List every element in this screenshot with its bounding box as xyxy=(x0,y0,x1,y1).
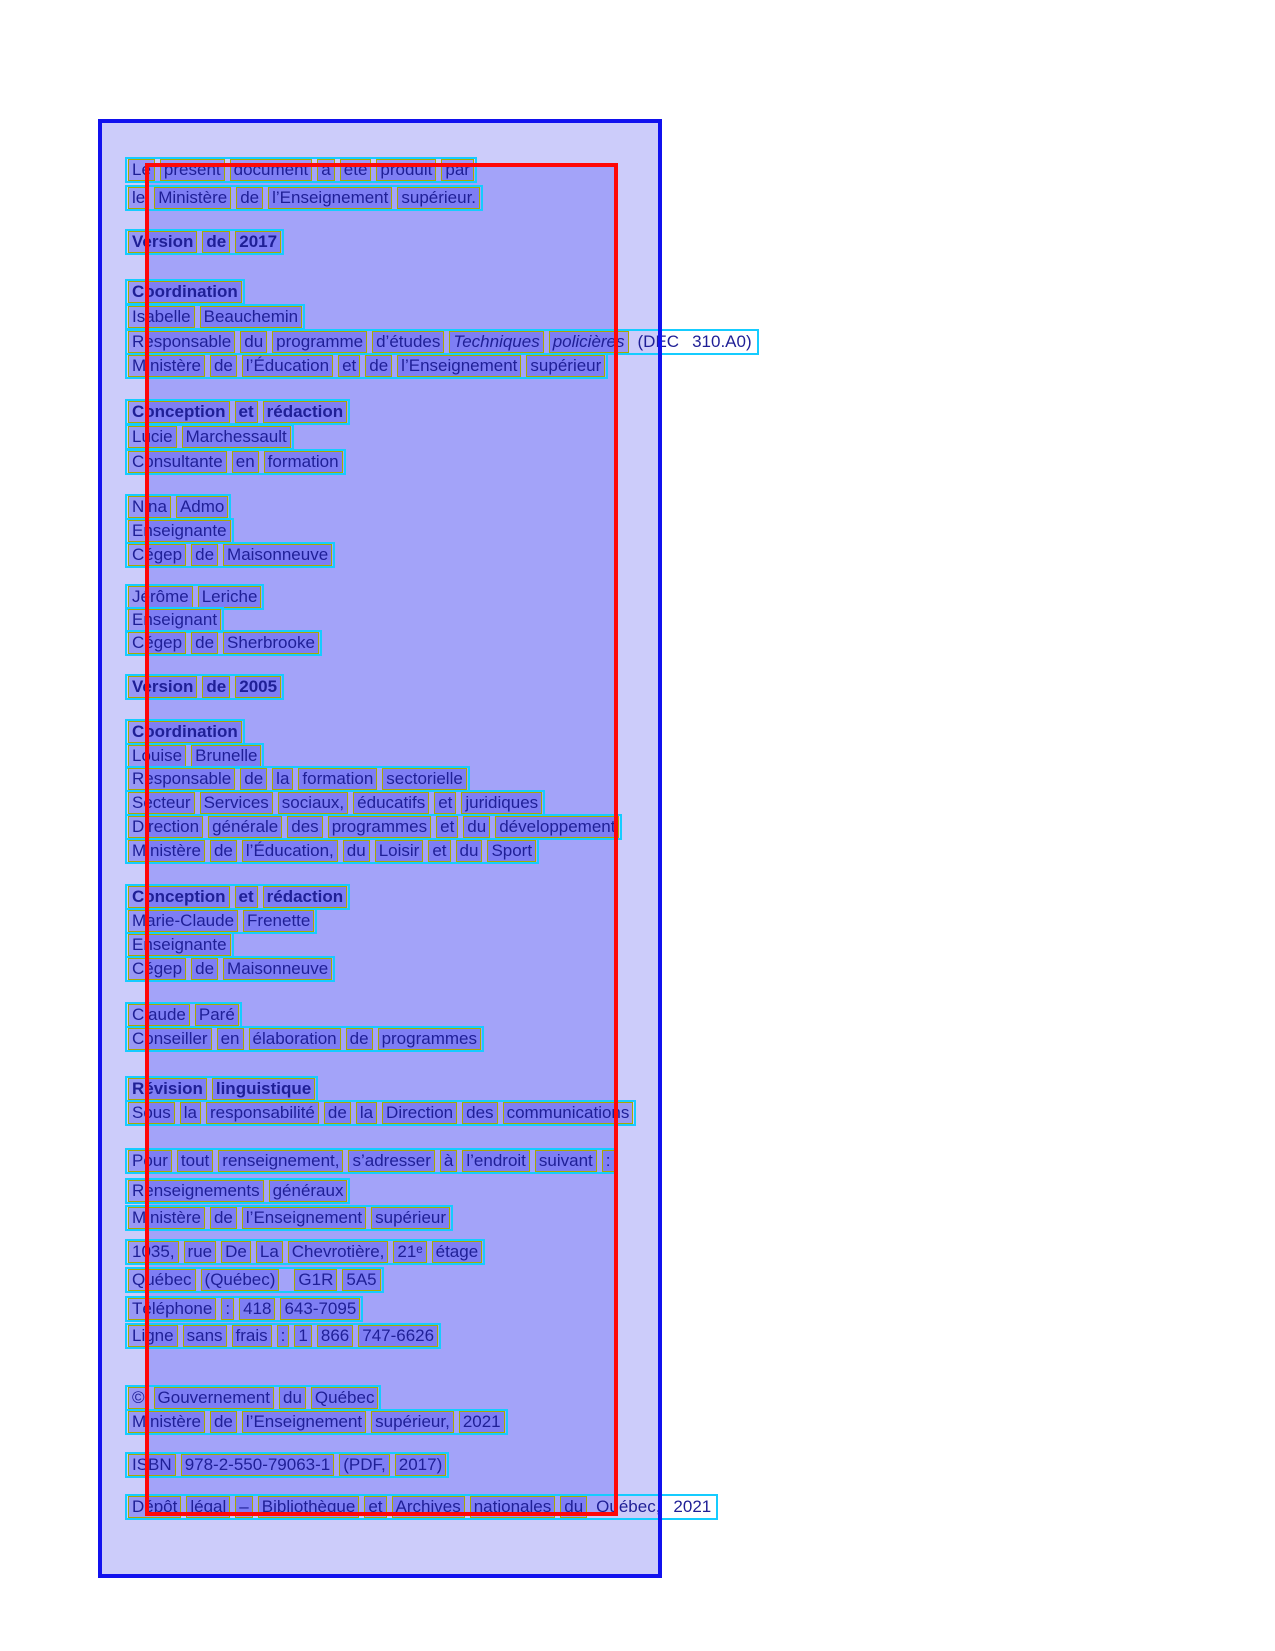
ocr-word-box: Lucie xyxy=(128,426,177,448)
ocr-word-box: Ministère xyxy=(128,1207,205,1229)
ocr-word-box: 2005 xyxy=(235,676,281,698)
ocr-word-box: 866 xyxy=(317,1325,353,1347)
ocr-word-box: Techniques xyxy=(449,331,543,353)
ocr-word-box: le xyxy=(128,187,149,209)
ocr-word-box: développement xyxy=(495,816,619,838)
ocr-word-box: de xyxy=(191,544,218,566)
ocr-word-box: frais xyxy=(232,1325,272,1347)
ocr-word-box: Révision xyxy=(128,1078,207,1100)
ocr-word-box: Brunelle xyxy=(191,745,261,767)
ocr-word-box: © xyxy=(128,1387,149,1409)
ocr-word-box: Enseignante xyxy=(128,520,231,542)
ocr-word-box: à xyxy=(440,1150,457,1172)
ocr-word-box: linguistique xyxy=(212,1078,315,1100)
ocr-word-box: du xyxy=(279,1387,306,1409)
ocr-word-box: La xyxy=(256,1241,283,1263)
ocr-word-box: Ligne xyxy=(128,1325,178,1347)
ocr-word-box: Téléphone xyxy=(128,1298,216,1320)
ocr-word-box: la xyxy=(356,1102,377,1124)
ocr-word-box: Cégep xyxy=(128,632,186,654)
ocr-word-box: Gouvernement xyxy=(154,1387,274,1409)
ocr-word-box: programmes xyxy=(378,1028,481,1050)
ocr-word-box: de xyxy=(324,1102,351,1124)
ocr-word-box: 643-7095 xyxy=(280,1298,360,1320)
ocr-word-box: été xyxy=(340,159,372,181)
ocr-word-box: 2017) xyxy=(395,1454,446,1476)
ocr-word-box: et xyxy=(364,1496,386,1518)
ocr-word-box: a xyxy=(317,159,334,181)
ocr-word-box: Secteur xyxy=(128,792,195,814)
ocr-word-box: l’Enseignement xyxy=(397,355,521,377)
ocr-word-box: de xyxy=(346,1028,373,1050)
ocr-word-box: 21ᵉ xyxy=(393,1241,426,1263)
ocr-word-box: programmes xyxy=(328,816,431,838)
ocr-word-box: Conseiller xyxy=(128,1028,212,1050)
ocr-word-box: l’Éducation xyxy=(242,355,333,377)
ocr-word-box: généraux xyxy=(269,1180,348,1202)
document-region-border xyxy=(98,119,662,1578)
ocr-word-box: (PDF, xyxy=(339,1454,390,1476)
ocr-word-box: ISBN xyxy=(128,1454,176,1476)
ocr-word-box: Leriche xyxy=(198,586,262,608)
ocr-word-box: rue xyxy=(184,1241,217,1263)
ocr-word-box: l’Éducation, xyxy=(242,840,338,862)
ocr-word-box: du xyxy=(463,816,490,838)
ocr-word-box: Québec xyxy=(311,1387,379,1409)
ocr-word-box: 1035, xyxy=(128,1241,179,1263)
ocr-word-box: l’Enseignement xyxy=(242,1207,366,1229)
ocr-word-box: Beauchemin xyxy=(200,306,303,328)
ocr-word-box: Conception xyxy=(128,886,230,908)
ocr-word-box: Chevrotière, xyxy=(288,1241,389,1263)
ocr-word-box: Loisir xyxy=(375,840,424,862)
ocr-word-box: : xyxy=(602,1150,615,1172)
ocr-word-box: la xyxy=(272,768,293,790)
ocr-word-box: Version xyxy=(128,231,197,253)
ocr-word-box: Ministère xyxy=(128,840,205,862)
ocr-word-box: générale xyxy=(208,816,282,838)
ocr-word-box: renseignement, xyxy=(218,1150,343,1172)
ocr-word-box: formation xyxy=(264,451,343,473)
ocr-word-box: élaboration xyxy=(249,1028,341,1050)
ocr-word-box: de xyxy=(210,840,237,862)
ocr-word-box: des xyxy=(462,1102,497,1124)
ocr-word-box: Jérôme xyxy=(128,586,193,608)
ocr-word-box: et xyxy=(436,816,458,838)
ocr-word-box: rédaction xyxy=(263,401,348,423)
ocr-word-box: l’endroit xyxy=(462,1150,530,1172)
ocr-word-box: : xyxy=(277,1325,290,1347)
ocr-word-box: Enseignant xyxy=(128,609,221,631)
ocr-word-box: sans xyxy=(183,1325,227,1347)
ocr-word-box: Conception xyxy=(128,401,230,423)
ocr-word-box: de xyxy=(210,355,237,377)
ocr-word-box: Marie-Claude xyxy=(128,910,238,932)
ocr-word-box: nationales xyxy=(470,1496,556,1518)
ocr-word-box: Archives xyxy=(392,1496,465,1518)
ocr-word-box: Claude xyxy=(128,1004,190,1026)
ocr-word-box: du xyxy=(456,840,483,862)
ocr-word-box: Maisonneuve xyxy=(223,958,332,980)
ocr-word-box: produit xyxy=(376,159,436,181)
ocr-word-box: Coordination xyxy=(128,281,242,303)
ocr-word-box: du xyxy=(343,840,370,862)
ocr-word-box: Nina xyxy=(128,496,171,518)
ocr-word-box: de xyxy=(202,676,230,698)
ocr-word-box: légal xyxy=(186,1496,230,1518)
ocr-word-box: du xyxy=(240,331,267,353)
ocr-word-box: Louise xyxy=(128,745,186,767)
ocr-word-box: supérieur xyxy=(371,1207,450,1229)
ocr-word-box: supérieur, xyxy=(371,1411,454,1433)
ocr-word-box: s’adresser xyxy=(348,1150,434,1172)
ocr-word-box: Pour xyxy=(128,1150,172,1172)
ocr-word-box: de xyxy=(202,231,230,253)
ocr-word-box: et xyxy=(434,792,456,814)
ocr-word-box: l’Enseignement xyxy=(268,187,392,209)
ocr-word-box: rédaction xyxy=(263,886,348,908)
ocr-word-box: Frenette xyxy=(243,910,314,932)
ocr-word-box: 2021 xyxy=(459,1411,505,1433)
ocr-word-box: Isabelle xyxy=(128,306,195,328)
ocr-word-box: Marchessault xyxy=(182,426,291,448)
ocr-word-box: responsabilité xyxy=(206,1102,319,1124)
ocr-word-box: en xyxy=(232,451,259,473)
ocr-word-box: 747-6626 xyxy=(358,1325,438,1347)
ocr-word-box: Ministère xyxy=(154,187,231,209)
ocr-word-box: communications xyxy=(503,1102,634,1124)
ocr-word-box: en xyxy=(217,1028,244,1050)
ocr-word-box: Ministère xyxy=(128,355,205,377)
ocr-word-box: Renseignements xyxy=(128,1180,264,1202)
ocr-line-text: Québec, xyxy=(596,1497,661,1516)
ocr-word-box: Maisonneuve xyxy=(223,544,332,566)
ocr-word-box: Dépôt xyxy=(128,1496,181,1518)
ocr-line-text: 310.A0) xyxy=(692,332,752,351)
ocr-word-box: (Québec) xyxy=(201,1269,280,1291)
ocr-word-box: G1R xyxy=(294,1269,337,1291)
ocr-word-box: Responsable xyxy=(128,331,235,353)
ocr-word-box: de xyxy=(365,355,392,377)
ocr-word-box: suivant xyxy=(535,1150,597,1172)
ocr-word-box: Sport xyxy=(487,840,536,862)
ocr-line-text: (DEC xyxy=(637,332,680,351)
ocr-word-box: Coordination xyxy=(128,721,242,743)
ocr-word-box: Consultante xyxy=(128,451,227,473)
ocr-word-box: sociaux, xyxy=(278,792,348,814)
ocr-word-box: Direction xyxy=(128,816,203,838)
ocr-word-box: 5A5 xyxy=(342,1269,380,1291)
ocr-word-box: d’études xyxy=(372,331,444,353)
ocr-word-box: de xyxy=(236,187,263,209)
ocr-word-box: Responsable xyxy=(128,768,235,790)
ocr-word-box: programme xyxy=(272,331,367,353)
ocr-word-box: policières xyxy=(549,331,629,353)
ocr-word-box: du xyxy=(560,1496,587,1518)
ocr-word-box: et xyxy=(338,355,360,377)
ocr-word-box: Bibliothèque xyxy=(258,1496,360,1518)
ocr-word-box: Cégep xyxy=(128,958,186,980)
ocr-word-box: Québec xyxy=(128,1269,196,1291)
ocr-word-box: Le xyxy=(128,159,155,181)
ocr-word-box: Admo xyxy=(176,496,228,518)
ocr-word-box: juridiques xyxy=(461,792,542,814)
ocr-word-box: présent xyxy=(160,159,225,181)
ocr-word-box: et xyxy=(235,401,258,423)
ocr-word-box: de xyxy=(191,632,218,654)
ocr-word-box: Cégep xyxy=(128,544,186,566)
ocr-word-box: Sous xyxy=(128,1102,175,1124)
ocr-word-box: de xyxy=(240,768,267,790)
ocr-word-box: de xyxy=(210,1207,237,1229)
ocr-word-box: De xyxy=(221,1241,251,1263)
ocr-word-box: et xyxy=(428,840,450,862)
ocr-word-box: 2017 xyxy=(235,231,281,253)
ocr-word-box: de xyxy=(210,1411,237,1433)
ocr-word-box: Ministère xyxy=(128,1411,205,1433)
ocr-word-box: 1 xyxy=(294,1325,311,1347)
ocr-word-box: Services xyxy=(200,792,273,814)
ocr-line-text: 2021 xyxy=(673,1497,712,1516)
ocr-word-box: étage xyxy=(432,1241,483,1263)
ocr-word-box: : xyxy=(221,1298,234,1320)
ocr-word-box: Enseignante xyxy=(128,934,231,956)
ocr-word-box: Direction xyxy=(382,1102,457,1124)
ocr-word-box: éducatifs xyxy=(353,792,429,814)
ocr-word-box: supérieur xyxy=(526,355,605,377)
ocr-word-box: Version xyxy=(128,676,197,698)
ocr-word-box: des xyxy=(287,816,322,838)
ocr-word-box: de xyxy=(191,958,218,980)
ocr-word-box: tout xyxy=(177,1150,213,1172)
ocr-word-box: sectorielle xyxy=(382,768,467,790)
ocr-word-box: l’Enseignement xyxy=(242,1411,366,1433)
ocr-word-box: – xyxy=(235,1496,252,1518)
ocr-word-box: par xyxy=(441,159,474,181)
ocr-word-box: formation xyxy=(298,768,377,790)
ocr-word-box: 978-2-550-79063-1 xyxy=(181,1454,335,1476)
ocr-word-box: 418 xyxy=(239,1298,275,1320)
ocr-word-box: Paré xyxy=(195,1004,239,1026)
ocr-word-box: la xyxy=(180,1102,201,1124)
ocr-word-box: Sherbrooke xyxy=(223,632,319,654)
ocr-word-box: document xyxy=(230,159,313,181)
ocr-word-box: supérieur. xyxy=(397,187,480,209)
ocr-word-box: et xyxy=(235,886,258,908)
